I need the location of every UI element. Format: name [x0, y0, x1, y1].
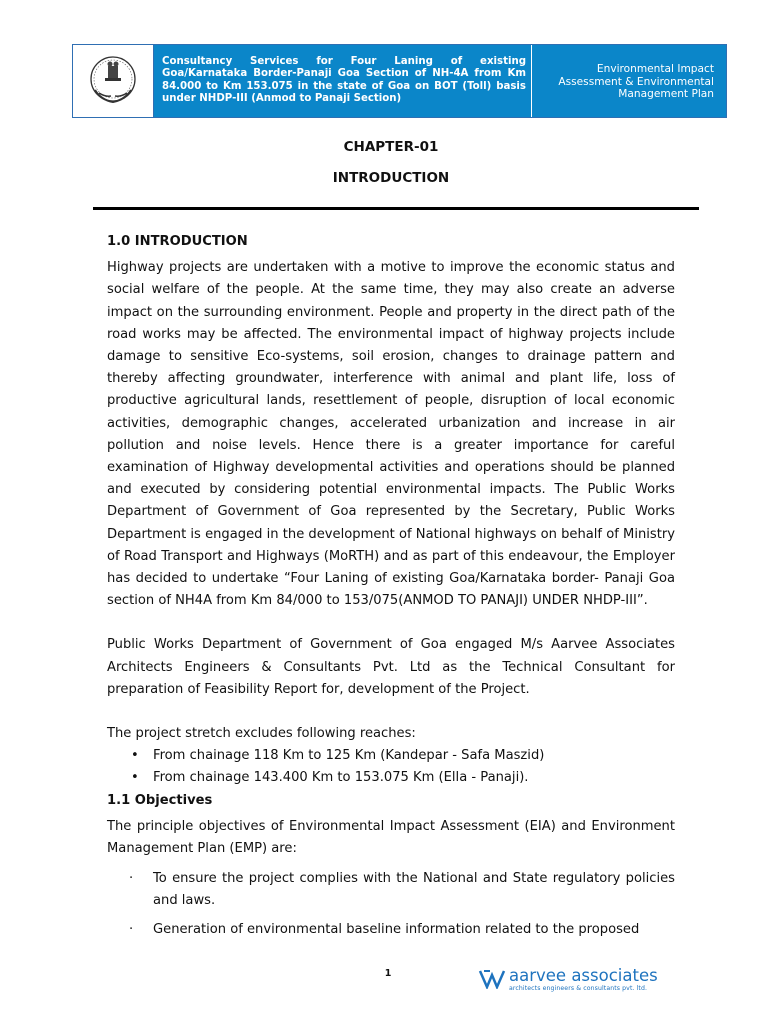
chapter-number: CHAPTER-01 [343, 139, 439, 155]
bullet-icon: • [131, 748, 139, 764]
exclusion-list [107, 745, 675, 789]
bullet-icon: · [129, 871, 134, 887]
bullet-icon: · [129, 921, 134, 937]
document-header [72, 44, 727, 118]
chapter-divider [93, 207, 699, 210]
list-item: · Generation of environmental baseline information related to the proposed [107, 919, 675, 941]
section-heading-introduction: 1.0 INTRODUCTION [107, 234, 248, 249]
section-heading-objectives: 1.1 Objectives [107, 792, 213, 808]
emblem-cell [73, 45, 154, 117]
report-title: Environmental Impact Assessment & Environmental Management Plan [532, 45, 726, 117]
page-number: 1 [384, 968, 392, 979]
project-description: Consultancy Services for Four Laning of existing Goa/Karnataka Border-Panaji Goa Section of NH-4A from Km 84.000 to Km 153.075 in the state of Goa on BOT (Toll) basis under NHDP-III (Anmod to Panaji Section) [154, 45, 532, 117]
brand-name: aarvee associates [509, 966, 658, 985]
intro-paragraph-3: The project stretch excludes following reaches: [107, 726, 416, 742]
objectives-list [107, 868, 675, 941]
bullet-icon: • [131, 770, 139, 786]
brand-tagline: architects engineers & consultants pvt. ltd. [509, 985, 648, 992]
objectives-intro: The principle objectives of Environmental Impact Assessment (EIA) and Environment Management Plan (EMP) are: [107, 818, 675, 857]
main-content [107, 231, 675, 947]
company-branding [478, 968, 658, 992]
government-emblem-icon [81, 50, 145, 112]
list-item: • From chainage 143.400 Km to 153.075 Km (Ella - Panaji). [107, 767, 675, 789]
aarvee-logo-icon [478, 969, 506, 989]
list-item: • From chainage 118 Km to 125 Km (Kandepar - Safa Maszid) [107, 745, 675, 767]
intro-paragraph-1: Highway projects are undertaken with a motive to improve the economic status and social welfare of the people. At the same time, they may also create an adverse impact on the surrounding environment. People and property in the direct path of the road works may be affected. The environmental impact of highway projects include damage to sensitive Eco-systems, soil erosion, changes to drainage pattern and thereby affecting groundwater, interference with animal and plant life, loss of productive agricultural lands, resettlement of people, disruption of local economic activities, demographic changes, accelerated urbanization and increase in air pollution and noise levels. Hence there is a greater importance for careful examination of Highway developmental activities and operations should be planned and executed by considering potential environmental impacts. The Public Works Department of Government of Goa represented by the Secretary, Public Works Department is engaged in the development of National highways on behalf of Ministry of Road Transport and Highways (MoRTH) and as part of this endeavour, the Employer has decided to undertake “Four Laning of existing Goa/Karnataka border- Panaji Goa section of NH4A from Km 84/000 to 153/075(ANMOD TO PANAJI) UNDER NHDP-III”. [107, 260, 675, 609]
intro-paragraph-2: Public Works Department of Government of Goa engaged M/s Aarvee Associates Architects Engineers & Consultants Pvt. Ltd as the Technical Consultant for preparation of Feasibility Report for, development of the Project. [107, 637, 675, 697]
chapter-title: INTRODUCTION [332, 170, 450, 186]
list-item: · To ensure the project complies with the National and State regulatory policies and laws. [107, 868, 675, 912]
